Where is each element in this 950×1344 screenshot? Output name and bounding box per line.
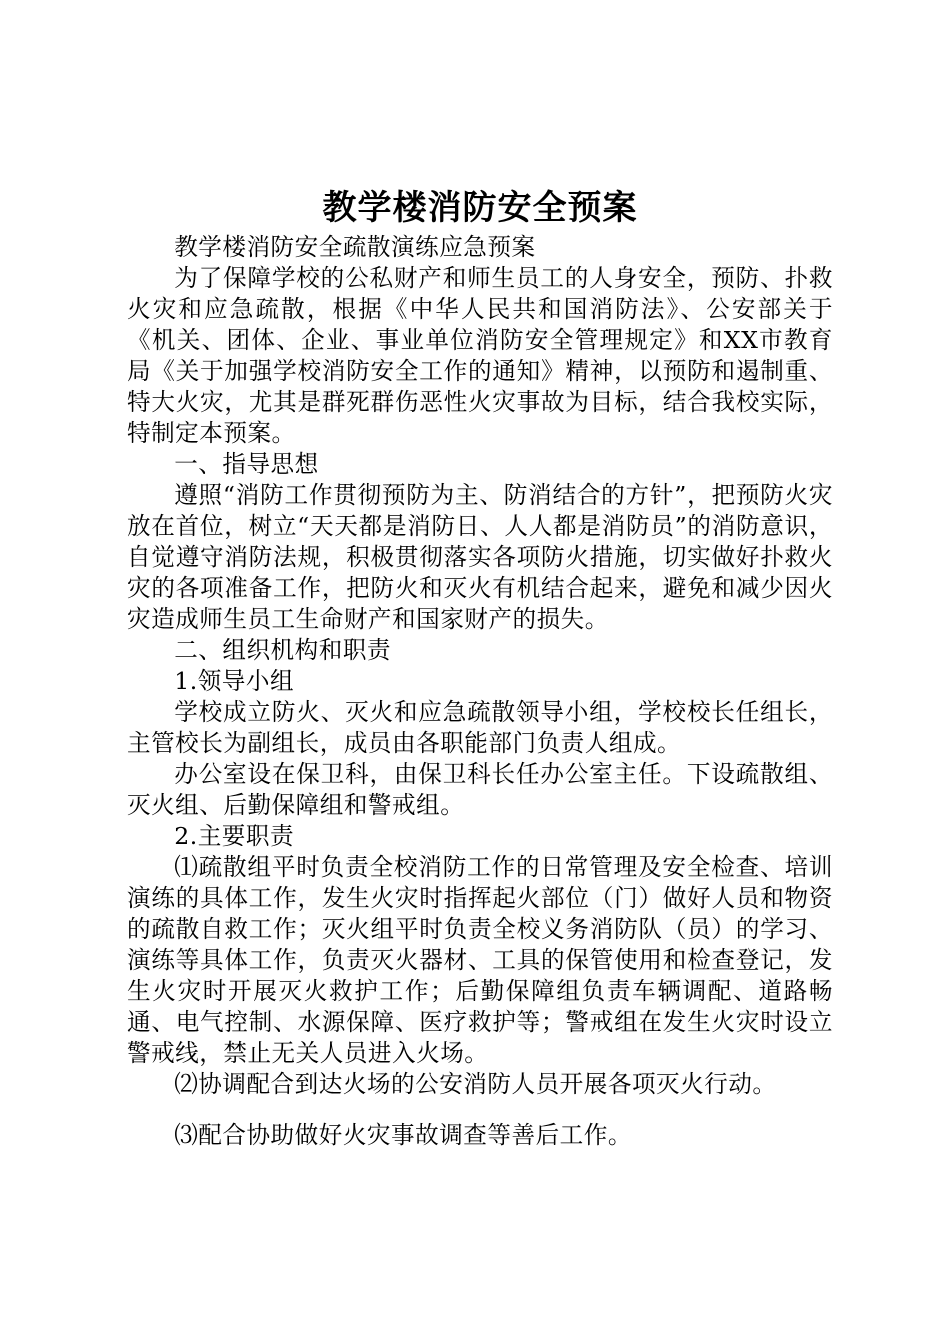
duty-item-2: ⑵协调配合到达火场的公安消防人员开展各项灭火行动。 <box>174 1070 777 1098</box>
document-title: 教学楼消防安全预案 <box>322 188 638 228</box>
duty-item-3: ⑶配合协助做好火灾事故调查等善后工作。 <box>174 1121 632 1149</box>
duty-item-1: ⑴疏散组平时负责全校消防工作的日常管理及安全检查、培训演练的具体工作，发生火灾时指挥起火部位（门）做好人员和物资的疏散自救工作；灭火组平时负责全校义务消防队（员）的学习、演练等具体工作，负责灭火器材、工具的保管使用和检查登记，发生火灾时开展灭火救护工作；后勤保障组负责车辆调配、道路畅通、电气控制、水源保障、医疗救护等；警戒组在发生火灾时设立警戒线，禁止无关人员进入火场。 <box>127 853 833 1067</box>
section-heading-organization: 二、组织机构和职责 <box>174 636 392 664</box>
document-body <box>127 232 833 1151</box>
section-heading-guiding-ideology: 一、指导思想 <box>174 450 319 478</box>
intro-paragraph: 为了保障学校的公私财产和师生员工的人身安全，预防、扑救火灾和应急疏散，根据《中华人民共和国消防法》、公安部关于《机关、团体、企业、事业单位消防安全管理规定》和XX市教育局《关于加强学校消防安全工作的通知》精神，以预防和遏制重、特大火灾，尤其是群死群伤恶性火灾事故为目标，结合我校实际，特制定本预案。 <box>127 264 833 447</box>
guiding-ideology-paragraph: 遵照“消防工作贯彻预防为主、防消结合的方针”，把预防火灾放在首位，树立“天天都是消防日、人人都是消防员”的消防意识，自觉遵守消防法规，积极贯彻落实各项防火措施，切实做好扑救火灾的各项准备工作，把防火和灭火有机结合起来，避免和减少因火灾造成师生员工生命财产和国家财产的损失。 <box>127 481 833 633</box>
subtitle-paragraph: 教学楼消防安全疏散演练应急预案 <box>174 233 536 261</box>
leadership-group-paragraph: 学校成立防火、灭火和应急疏散领导小组，学校校长任组长，主管校长为副组长，成员由各职能部门负责人组成。 <box>127 698 833 757</box>
subsection-heading-leadership-group: 1.领导小组 <box>174 667 295 695</box>
subsection-heading-main-duties: 2.主要职责 <box>174 822 295 850</box>
office-paragraph: 办公室设在保卫科，由保卫科长任办公室主任。下设疏散组、灭火组、后勤保障组和警戒组。 <box>127 760 833 819</box>
